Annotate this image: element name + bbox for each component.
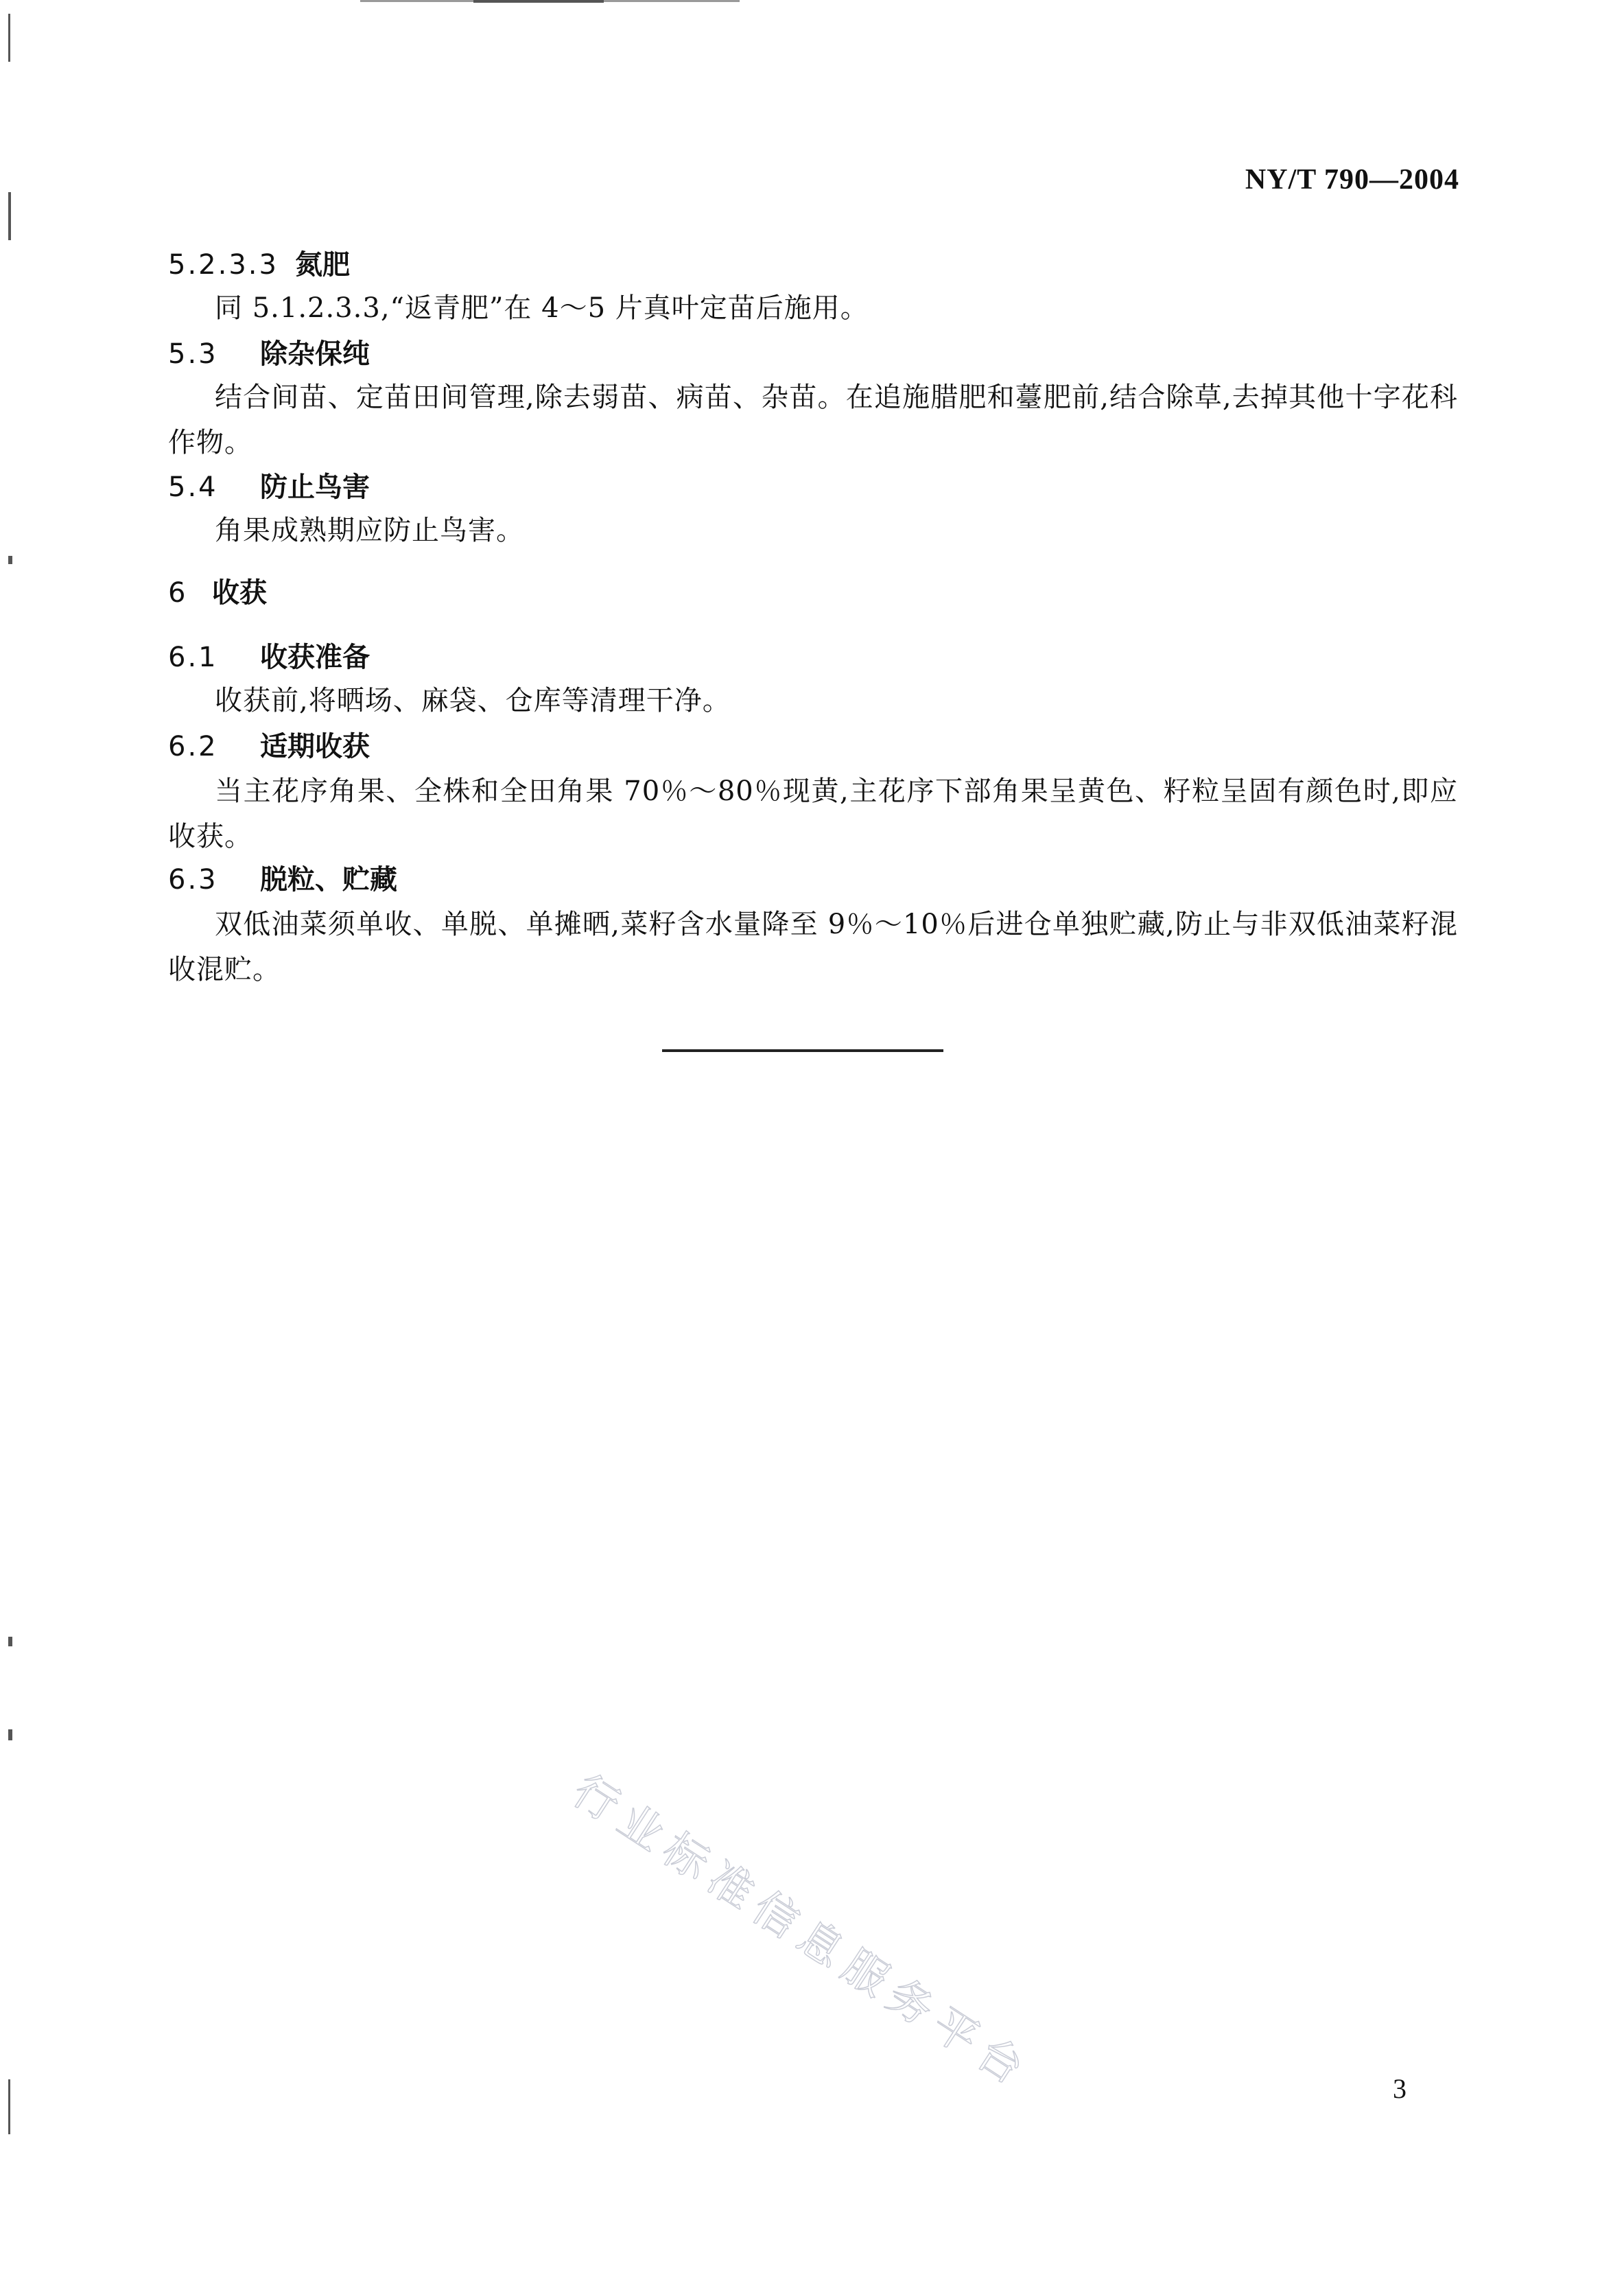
section-number: 6 <box>168 577 188 609</box>
scan-mark <box>8 1637 12 1646</box>
scan-mark <box>8 192 11 240</box>
section-heading-5-2-3-3 <box>168 246 350 284</box>
section-title: 氮肥 <box>294 249 350 281</box>
section-heading-6-3 <box>168 861 397 899</box>
section-number: 5.4 <box>168 471 218 503</box>
section-title: 适期收获 <box>260 731 370 762</box>
section-title: 收获准备 <box>260 642 370 673</box>
section-title: 防止鸟害 <box>260 471 370 503</box>
section-heading-6-2 <box>168 727 370 766</box>
scan-mark <box>8 14 10 62</box>
section-heading-6-1 <box>168 638 370 677</box>
section-number: 6.1 <box>168 642 218 673</box>
scan-mark <box>8 556 12 564</box>
paragraph: 当主花序角果、全株和全田角果 70％～80％现黄,主花序下部角果呈黄色、籽粒呈固有颜色时,即应收获。 <box>168 775 1458 852</box>
paragraph: 结合间苗、定苗田间管理,除去弱苗、病苗、杂苗。在追施腊肥和薹肥前,结合除草,去掉其他十字花科作物。 <box>168 382 1458 458</box>
page-number: 3 <box>1393 2073 1407 2104</box>
paragraph: 收获前,将晒场、麻袋、仓库等清理干净。 <box>215 685 731 716</box>
section-heading-5-4 <box>168 468 370 506</box>
section-title: 除杂保纯 <box>260 338 370 370</box>
paragraph: 角果成熟期应防止鸟害。 <box>215 515 524 546</box>
section-heading-6 <box>168 574 267 612</box>
section-number: 6.2 <box>168 731 218 762</box>
watermark: 行业标准信息服务平台 <box>563 1765 1040 2100</box>
paragraph: 同 5.1.2.3.3,“返青肥”在 4～5 片真叶定苗后施用。 <box>215 292 869 324</box>
section-heading-5-3 <box>168 335 370 373</box>
scan-mark <box>8 2079 10 2134</box>
section-title: 收获 <box>212 577 267 609</box>
standard-code: NY/T 790—2004 <box>1245 164 1459 196</box>
paragraph: 双低油菜须单收、单脱、单摊晒,菜籽含水量降至 9％～10％后进仓单独贮藏,防止与非双低油菜籽混收混贮。 <box>168 909 1458 985</box>
top-rule-accent <box>473 0 604 3</box>
section-number: 6.3 <box>168 864 218 896</box>
section-number: 5.3 <box>168 338 218 370</box>
section-title: 脱粒、贮藏 <box>260 864 397 896</box>
scan-mark <box>8 1729 12 1740</box>
section-number: 5.2.3.3 <box>168 249 279 281</box>
end-of-standard-rule <box>662 1049 943 1052</box>
